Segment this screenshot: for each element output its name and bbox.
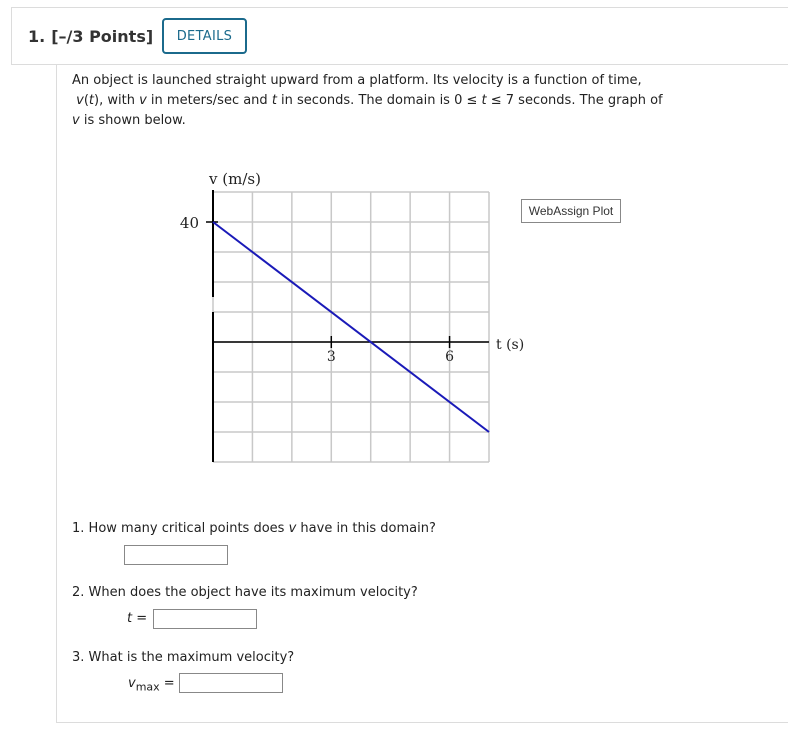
question-1 [72, 521, 436, 536]
v-var: v [128, 676, 136, 691]
vmax-label [128, 676, 175, 694]
webassign-plot-button[interactable]: WebAssign Plot [521, 199, 621, 223]
y-tick-label: 40 [179, 214, 199, 232]
question-3 [72, 650, 294, 665]
question-3-text: What is the maximum velocity? [88, 650, 295, 665]
var-t: t [481, 93, 487, 108]
x-tick-label: 3 [326, 349, 336, 365]
question-number: 1. [28, 27, 46, 46]
max-velocity-input[interactable] [179, 673, 283, 693]
velocity-line [213, 222, 489, 432]
var-v: v [288, 521, 297, 536]
question-3-number: 3. [72, 650, 85, 665]
x-tick-label: 6 [445, 349, 455, 365]
problem-statement [72, 71, 682, 131]
var-t: t [271, 93, 277, 108]
problem-text: is shown below. [79, 113, 186, 128]
question-title [28, 27, 159, 46]
plot-axes [206, 190, 489, 462]
t-label [127, 611, 147, 626]
question-1-text: have in this domain? [296, 521, 436, 536]
question-2-number: 2. [72, 585, 85, 600]
question-1-text: How many critical points does [88, 521, 289, 536]
question-points: [–/3 Points] [51, 27, 154, 46]
var-v: v [139, 93, 147, 108]
t-var: t [127, 611, 133, 626]
problem-text: ), with [94, 93, 140, 108]
critical-points-input[interactable] [124, 545, 228, 565]
question-2-text: When does the object have its maximum velocity? [88, 585, 418, 600]
velocity-plot [160, 160, 540, 480]
var-v: v [76, 93, 84, 108]
var-t: t [88, 93, 95, 108]
max-subscript: max [135, 680, 160, 694]
plot-series [213, 222, 489, 432]
max-velocity-time-input[interactable] [153, 609, 257, 629]
details-button[interactable]: DETAILS [162, 18, 247, 54]
problem-text: in seconds. The domain is 0 ≤ [276, 93, 482, 108]
question-2 [72, 585, 418, 600]
problem-text: ( [83, 93, 89, 108]
problem-text: in meters/sec and [146, 93, 272, 108]
equals-sign: = [132, 611, 148, 626]
problem-text: An object is launched straight upward from a platform. Its velocity is a function of time, [72, 73, 642, 88]
equals-sign: = [159, 676, 175, 691]
question-header [11, 7, 788, 65]
x-axis-label: t (s) [496, 337, 525, 353]
question-1-number: 1. [72, 521, 85, 536]
var-v: v [72, 113, 80, 128]
y-axis-label: v (m/s) [209, 170, 261, 188]
problem-text: ≤ 7 seconds. The graph of [486, 93, 663, 108]
